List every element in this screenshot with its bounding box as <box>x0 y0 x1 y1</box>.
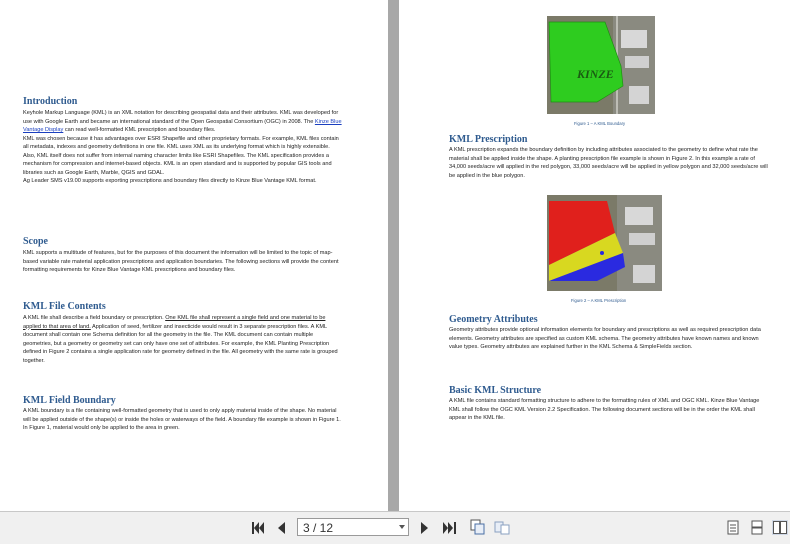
page-number-select[interactable] <box>297 518 409 536</box>
boundary-map-image <box>547 16 655 114</box>
figure2-prescription-map <box>547 195 662 291</box>
page-right <box>399 0 790 511</box>
page-left <box>0 0 388 511</box>
last-page-icon[interactable] <box>443 522 456 534</box>
page-divider <box>388 0 399 511</box>
prev-page-icon[interactable] <box>277 522 286 534</box>
contents-p1-end: Application of seed, fertilizer and insecticide would result in 3 separate prescription files. A KML document shall contain one Schema definition for all the geometry in the file. The KML document can contain multiple geometries, but a geometry or geometry set can only have one set of attributes. For example, the KML Planting Prescription defined in Figure 2 contains a single application rate for geometry defined in the file. All geometry with the same rate is grouped together. <box>23 323 338 364</box>
heading-introduction: Introduction <box>23 96 78 107</box>
heading-geometry-attributes: Geometry Attributes <box>449 314 538 325</box>
continuous-page-icon[interactable] <box>751 520 763 535</box>
first-page-icon[interactable] <box>252 522 265 534</box>
intro-text <box>23 109 343 186</box>
contents-p1-start: A KML file shall describe a field boundary or prescription. <box>23 315 166 321</box>
scope-text: KML supports a multitude of features, but for the purposes of this document the information will be limited to the topic of map-based variable rate material application prescriptions and application boundaries. The following sections will provide the content formatting requirements for Kinze Blue Vantage KML prescriptions and boundary files. <box>23 250 339 273</box>
compare-icon[interactable] <box>494 519 510 535</box>
contents-p1-underlined: One KML file shall represent a single field and one material to be applied to that area of land. <box>23 315 326 330</box>
heading-scope: Scope <box>23 236 48 247</box>
intro-p2: KML was chosen because it has advantages over ESRI Shapefile and other proprietary formats. For example, KML files contain all metadata, indexes and geometry definitions in one file. KML uses XML as its underlying format which is highly extensible. Also, KML itself does not suffer from internal naming character limits like ESRI Shapefiles. The KML specification provides a mechanism for compression and internet-based objects. KML is an open standard and is supported by popular GIS tools and libraries such as Google Earth, Marble, QGIS and GDAL. <box>23 135 339 176</box>
contents-text <box>23 314 343 365</box>
geometry-text: Geometry attributes provide optional information elements for boundary and prescriptions as well as required prescription data elements. Geometry attributes are specified as custom KML schema. The geometry attributes have known names and known value types. Geometry attributes are explained further in the KML Schema & SimpleFields section. <box>449 327 761 350</box>
intro-p1-end: can read well-formatted KML prescription and boundary files. <box>63 127 216 133</box>
kinze-display-link[interactable]: Kinze Blue Vantage Display <box>23 118 342 133</box>
heading-kml-field-boundary: KML Field Boundary <box>23 395 116 406</box>
boundary-text: A KML boundary is a file containing well-formatted geometry that is used to only apply material inside of the shape. No material will be applied outside of the shape(s) or inside the holes or waterways of the field. A boundary file example is shown in Figure 1. In Figure 1, material would only be applied to the area in green. <box>23 408 341 431</box>
next-page-icon[interactable] <box>420 522 429 534</box>
heading-basic-kml-structure: Basic KML Structure <box>449 385 542 396</box>
copy-icon[interactable] <box>470 519 486 535</box>
intro-p3: Ag Leader SMS v19.00 supports exporting prescriptions and boundary files directly to Kinze Blue Vantage KML format. <box>23 178 317 184</box>
prescription-text: A KML prescription expands the boundary definition by including attributes associated to the geometry to define what rate the material shall be applied inside the shape. A planting prescription file example is shown in Figure 2. In this example a rate of 34,000 seeds/acre will applied in the red polygon, 33,000 seeds/acre will be applied in yellow polygon and 32,000 seeds/acre will be applied in the blue polygon. <box>449 147 768 179</box>
figure1-caption: Figure 1 – A KML Boundary <box>574 121 626 126</box>
single-page-icon[interactable] <box>727 520 739 535</box>
intro-p1-start: Keyhole Markup Language (KML) is an XML notation for describing geospatial data and their attributes. KML was developed for use with Google Earth and became an international standard of the Open Geospatial Consortium (OGC) in 2008. The <box>23 110 339 125</box>
basic-text: A KML file contains standard formatting structure to adhere to the formatting rules of XML and OGC KML. Kinze Blue Vantage KML shall follow the OGC KML Version 2.2 Specification. The following document sections will be in the order the KML shall appear in the KML file. <box>449 398 760 421</box>
two-page-icon[interactable] <box>772 520 788 535</box>
dropdown-icon[interactable] <box>399 525 405 529</box>
kinze-logo-icon: KINZE <box>577 67 614 81</box>
figure2-caption: Figure 2 – A KML Prescription <box>571 298 627 303</box>
heading-kml-prescription: KML Prescription <box>449 134 528 145</box>
figure1-boundary-map <box>547 16 655 114</box>
prescription-map-image <box>547 195 662 291</box>
heading-kml-file-contents: KML File Contents <box>23 301 106 312</box>
page-indicator: 3 / 12 <box>303 521 334 535</box>
